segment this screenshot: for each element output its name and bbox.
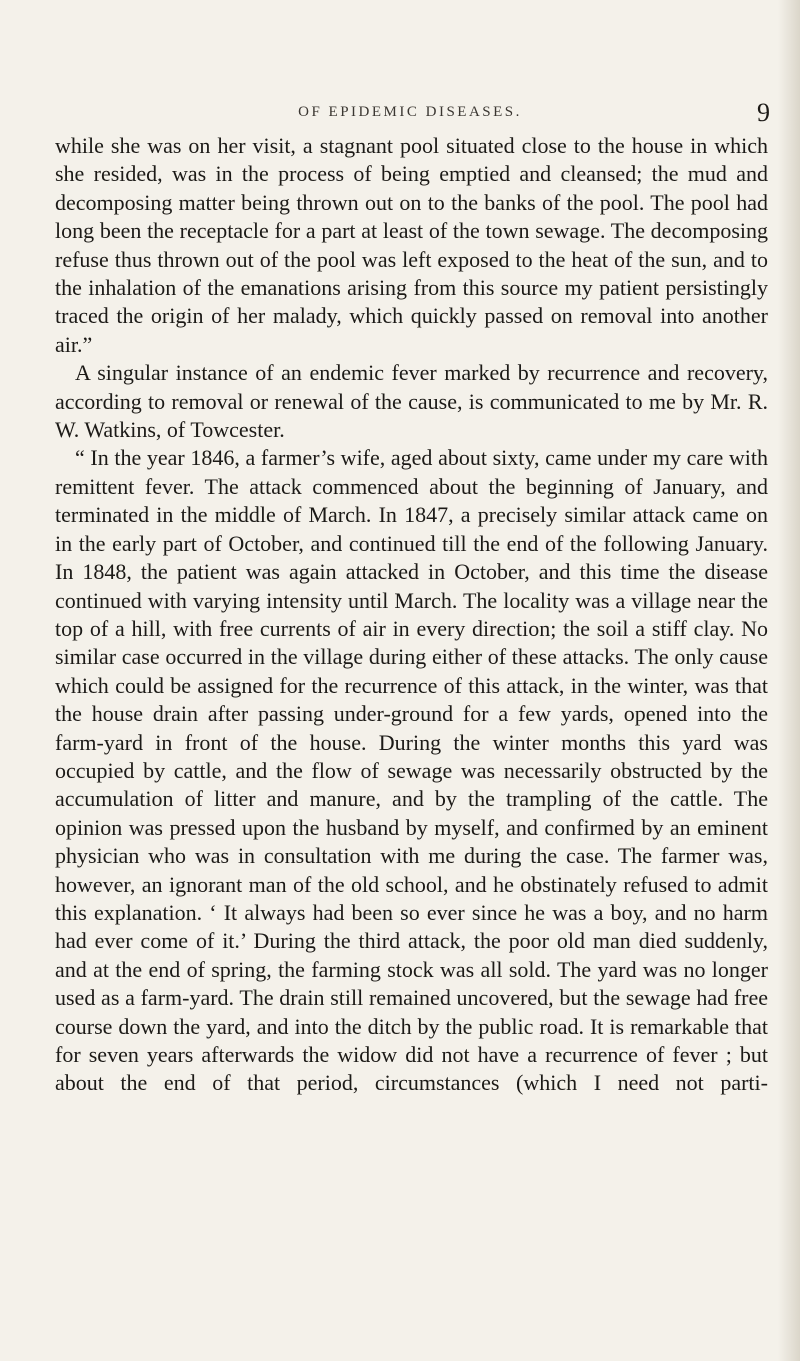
paragraph-endemic-fever-instance: A singular instance of an endemic fever marked by recurrence and recovery, according to removal or renewal of the cause, is communicated to me by Mr. R. W. Watkins, of Towcester.: [55, 360, 768, 443]
page-header: [50, 98, 770, 127]
body-text: [55, 132, 768, 1098]
page-edge-shadow: [778, 0, 800, 1361]
paragraph-continuation: while she was on her visit, a stagnant pool situated close to the house in which she resided, was in the process of being emptied and cleansed; the mud and decomposing matter being thrown out on to the banks of the pool. The pool had long been the receptacle for a part at least of the town sewage. The decomposing refuse thus thrown out of the pool was left exposed to the heat of the sun, and to the inhalation of the emanations arising from this source my patient persistingly traced the origin of her malady, which quickly passed on removal into another air.”: [55, 133, 768, 357]
page-number: 9: [757, 98, 770, 127]
running-title: OF EPIDEMIC DISEASES.: [298, 104, 522, 120]
paragraph-watkins-quotation: “ In the year 1846, a farmer’s wife, aged about sixty, came under my care with remittent fever. The attack commenced about the beginning of January, and terminated in the middle of March. In 1847, a precisely similar attack came on in the early part of October, and continued till the end of the following January. In 1848, the patient was again attacked in October, and this time the disease continued with varying intensity until March. The locality was a village near the top of a hill, with free currents of air in every direction; the soil a stiff clay. No similar case occurred in the village during either of these attacks. The only cause which could be assigned for the recurrence of this attack, in the winter, was that the house drain after passing under-ground for a few yards, opened into the farm-yard in front of the house. During the winter months this yard was occupied by cattle, and the flow of sewage was necessarily obstructed by the accumulation of litter and manure, and by the trampling of the cattle. The opinion was pressed upon the husband by myself, and confirmed by an eminent physician who was in consultation with me during the case. The farmer was, however, an ignorant man of the old school, and he obstinately refused to admit this explanation. ‘ It always had been so ever since he was a boy, and no harm had ever come of it.’ During the third attack, the poor old man died suddenly, and at the end of spring, the farming stock was all sold. The yard was no longer used as a farm-yard. The drain still remained uncovered, but the sewage had free course down the yard, and into the ditch by the public road. It is remarkable that for seven years afterwards the widow did not have a recurrence of fever ; but about the end of that period, circumstances (which I need not parti-: [55, 445, 768, 1096]
